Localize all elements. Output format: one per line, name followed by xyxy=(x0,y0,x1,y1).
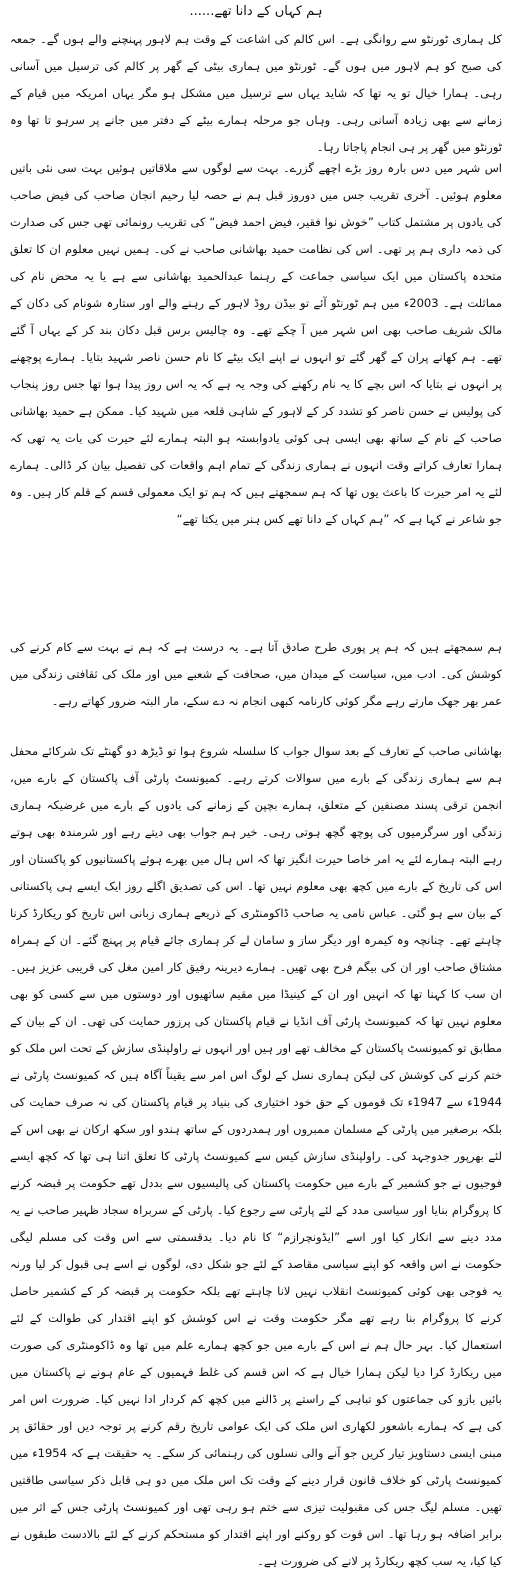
article-title: ہم کہاں کے دانا تھے...... xyxy=(189,4,323,19)
article-body xyxy=(10,26,503,1568)
article-paragraph: بھاشانی صاحب کے تعارف کے بعد سوال جواب کا سلسلہ شروع ہوا تو ڈیڑھ دو گھنٹے تک شرکائے محفل ہم سے ہماری زندگی کے بارے میں سوالات کرتے رہے۔ کمیونسٹ پارٹی آف پاکستان کے بارے میں، انجمن ترقی پسند مصنفین کے متعلق، ہمارے بچپن کے زمانے کی یادوں کے بارے میں غرضیکہ ہماری زندگی اور سرگرمیوں کی پوچھ گچھ ہوتی رہی۔ خیر ہم جواب بھی دیتے رہے اور شرمندہ بھی ہوتے رہے البتہ ہمارے لئے یہ امر خاصا حیرت انگیز تھا کہ اس ہال میں بھرے ہوئے پاکستانیوں کو پاکستان اور اس کی تاریخ کے بارے میں کچھ بھی معلوم نہیں تھا۔ اس کی تصدیق اگلے روز ایک ایسے ہی پاکستانی کے بیان سے ہو گئی۔ عباس نامی یہ صاحب ڈاکومنٹری کے ذریعے ہماری زبانی اس تاریخ کو ریکارڈ کرنا چاہتے تھے۔ چنانچہ وہ کیمرہ اور دیگر ساز و سامان لے کر ہماری جائے قیام پر پہنچ گئے۔ ان کے ہمراہ مشتاق صاحب اور ان کی بیگم فرح بھی تھیں۔ ہمارے دیرینہ رفیق کار امین مغل کی قریبی عزیز ہیں۔ ان سب کا کہنا تھا کہ انہیں اور ان کے کینیڈا میں مقیم ساتھیوں اور دوستوں میں سے کسی کو بھی معلوم نہیں تھا کہ کمیونسٹ پارٹی آف انڈیا نے قیام پاکستان کی پرزور حمایت کی تھی۔ ان کے بیان کے مطابق تو کمیونسٹ پاکستان کے مخالف تھے اور ہیں اور انہوں نے راولپنڈی سازش کے تحت اس ملک کو ختم کرنے کی کوشش کی لیکن ہماری نسل کے لوگ اس امر سے یقیناً آگاہ ہیں کہ کمیونسٹ پارٹی نے 1944ء سے 1947ء تک قوموں کے حق خود اختیاری کی بنیاد پر قیام پاکستان کی نہ صرف حمایت کی بلکہ برصغیر میں پارٹی کے مسلمان ممبروں اور ہمدردوں کے ساتھ ہندو اور سکھ ارکان نے بھی اس کے لئے بھرپور جدوجہد کی۔ راولپنڈی سازش کیس سے کمیونسٹ پارٹی کا تعلق اتنا ہی تھا کہ کچھ ایسے فوجیوں نے جو کشمیر کے بارے میں حکومت پاکستان کی پالیسیوں سے بددل تھے حکومت پر قبضہ کرنے کا پروگرام بنایا اور سیاسی مدد کے لئے پارٹی سے رجوع کیا۔ پارٹی کے سربراہ سجاد ظہیر صاحب نے یہ مدد دینے سے انکار کیا اور اسے ”ایڈونچرازم“ کا نام دیا۔ بدقسمتی سے اس وقت کی مسلم لیگی حکومت نے اس واقعہ کو اپنے سیاسی مقاصد کے لئے جو شکل دی، لوگوں نے اسے ہی قبول کر لیا ورنہ یہ فوجی بھی کوئی کمیونسٹ انقلاب نہیں لانا چاہتے تھے بلکہ حکومت پر قبضہ کر کے کشمیر حاصل کرنے کا پروگرام بنا رہے تھے مگر حکومت وقت نے اس کوشش کو اپنے اقتدار کی طوالت کے لئے استعمال کیا۔ بہر حال ہم نے اس کے بارے میں جو کچھ ہمارے علم میں تھا وہ ڈاکومنٹری کی صورت میں ریکارڈ کرا دیا لیکن ہمارا خیال ہے کہ اس قسم کی غلط فہمیوں کے عام ہونے نے پاکستان میں بائیں بازو کی جماعتوں کو تباہی کے راستے پر ڈالنے میں کچھ کم کردار ادا نہیں کیا۔ ضرورت اس امر کی ہے کہ ہمارے باشعور لکھاری اس ملک کی ایک عوامی تاریخ رقم کرنے پر توجہ دیں اور حقائق پر مبنی ایسی دستاویز تیار کریں جو آنے والی نسلوں کی رہنمائی کر سکے۔ یہ حقیقت ہے کہ 1954ء میں کمیونسٹ پارٹی کو خلاف قانون قرار دینے کے وقت تک اس ملک میں دو ہی قابل ذکر سیاسی طاقتیں تھیں۔ مسلم لیگ جس کی مقبولیت تیزی سے ختم ہو رہی تھی اور کمیونسٹ پارٹی جس کے اثر میں برابر اضافہ ہو رہا تھا۔ اس قوت کو روکنے اور اپنے اقتدار کو مستحکم کرنے کے لئے بالادست طبقوں نے کیا کیا، یہ سب کچھ ریکارڈ پر لانے کی ضرورت ہے۔ xyxy=(10,744,502,1568)
article-paragraph: کل ہماری ٹورنٹو سے روانگی ہے۔ اس کالم کی اشاعت کے وقت ہم لاہور پہنچنے والے ہوں گے۔ جمعہ کی صبح کو ہم لاہور میں ہوں گے۔ ٹورنٹو میں ہماری بیٹی کے گھر پر کالم کی ترسیل میں آسانی رہی۔ ہمارا خیال تو یہ تھا کہ شاید یہاں سے ترسیل میں مشکل ہو مگر یہاں امریکہ میں قیام کے زمانے سے بھی زیادہ آسانی رہی۔ وہاں جو مرحلہ ہمارے بیٹے کے دفتر میں جانے پر سرہو تا تھا وہ ٹورنٹو میں گھر پر ہی انجام پاجاتا رہا۔ xyxy=(10,32,502,154)
article-paragraph: اس شہر میں دس بارہ روز بڑے اچھے گزرے۔ بہت سے لوگوں سے ملاقاتیں ہوئیں بہت سی نئی باتیں معلوم ہوئیں۔ آخری تقریب جس میں دوروز قبل ہم نے حصہ لیا رحیم انجان صاحب کی فیض صاحب کی یادوں پر مشتمل کتاب ”خوش نوا فقیر، فیض احمد فیض“ کی تقریب رونمائی تھی جس کی صدارت کی ذمہ داری ہم پر تھی۔ اس کی نظامت حمید بھاشانی صاحب نے کی۔ ہمیں نہیں معلوم ان کا تعلق متحدہ پاکستان میں ایک سیاسی جماعت کے رہنما عبدالحمید بھاشانی سے ہے یا یہ محض نام کی مماثلت ہے۔ 2003ء میں ہم ٹورنٹو آئے تو بیڈن روڈ لاہور کے رہنے والے اور ستارہ شونام کی دکان کے مالک شریف صاحب بھی اس شہر میں آ چکے تھے۔ وہ چالیس برس قبل دکان بند کر کے یہاں آ گئے تھے۔ ہم کھانے پران کے گھر گئے تو انہوں نے اپنے ایک بیٹے کا نام حسن ناصر شہید بتایا۔ ہمارے پوچھنے پر انہوں نے بتایا کہ اس بچے کا یہ نام رکھنے کی وجہ یہ ہے کہ یہ اس روز پیدا ہوا تھا جس روز پنجاب کی پولیس نے حسن ناصر کو تشدد کر کے لاہور کے شاہی قلعہ میں شہید کیا۔ ممکن ہے حمید بھاشانی صاحب کے نام کے ساتھ بھی ایسی ہی کوئی یادوابستہ ہو البتہ ہمارے لئے حیرت کی بات یہ تھی کہ ہمارا تعارف کراتے وقت انہوں نے ہماری زندگی کے تمام اہم واقعات کی تفصیل بیان کر ڈالی۔ ہمارے لئے یہ امر حیرت کا باعث یوں تھا کہ ہم سمجھتے ہیں کہ ہم تو ایک معمولی قسم کے قلم کار ہیں۔ وہ جو شاعر نے کہا ہے کہ ”ہم کہاں کے دانا تھے کس ہنر میں یکتا تھے“ xyxy=(10,161,503,526)
article-paragraph: ہم سمجھتے ہیں کہ ہم پر پوری طرح صادق آتا ہے۔ یہ درست ہے کہ ہم نے بہت سے کام کرنے کی کوشش کی۔ ادب میں، سیاست کے میدان میں، صحافت کے شعبے میں اور ملک کی ثقافتی زندگی میں عمر بھر جھک مارتے رہے مگر کوئی کارنامہ کبھی انجام نہ دے سکے، مار البتہ ضرور کھاتے رہے۔ xyxy=(10,640,502,708)
